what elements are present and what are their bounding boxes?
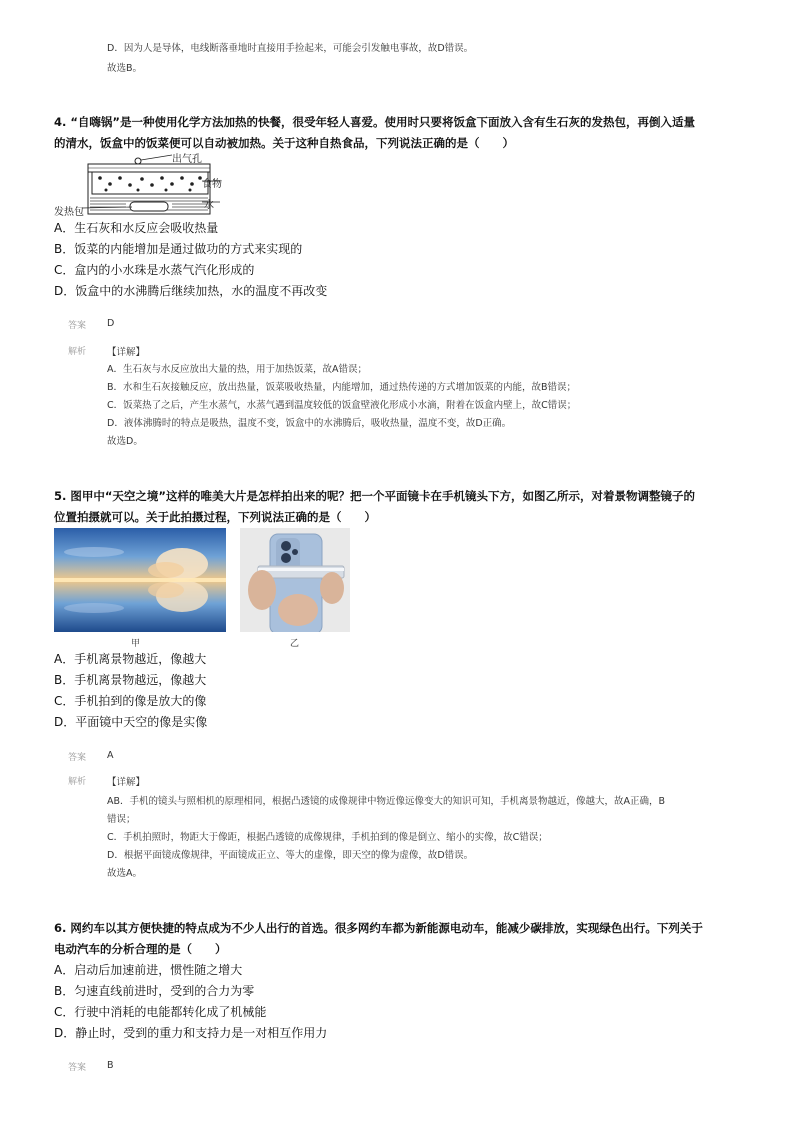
q6-option-c: C．行驶中消耗的电能都转化成了机械能 xyxy=(54,1005,267,1019)
q5-analysis-line: AB．手机的镜头与照相机的原理相同，根据凸透镜的成像规律中物近像远像变大的知识可知，手机离景物越近，像越大，故A正确，B xyxy=(107,796,666,807)
q4-analysis-head: 【详解】 xyxy=(107,347,146,358)
label-vent: 出气孔 xyxy=(172,154,202,165)
q5-option-b: B．手机离景物越远，像越大 xyxy=(54,673,207,687)
q4-analysis-line: B．水和生石灰接触反应，放出热量，饭菜吸收热量，内能增加，通过热传递的方式增加饭菜的内能，故B错误； xyxy=(107,382,577,393)
label-heat-pack: 发热包 xyxy=(54,207,84,218)
q5-option-c: C．手机拍到的像是放大的像 xyxy=(54,694,207,708)
q4-analysis-line: 故选D。 xyxy=(107,436,143,447)
sky-mirror-photo xyxy=(54,528,226,632)
q4-option-a: A．生石灰和水反应会吸收热量 xyxy=(54,221,219,235)
q5-analysis-line: 故选A。 xyxy=(107,868,142,879)
q5-analysis-head: 【详解】 xyxy=(107,777,146,788)
q6-stem-line1: 6. 网约车以其方便快捷的特点成为不少人出行的首选。很多网约车都为新能源电动车，能减少碳排放，实现绿色出行。下列关于 xyxy=(54,921,703,935)
q5-answer: A xyxy=(107,750,114,761)
q4-option-c: C．盒内的小水珠是水蒸气汽化形成的 xyxy=(54,263,255,277)
q5-option-a: A．手机离景物越近，像越大 xyxy=(54,652,207,666)
q5-analysis-line: D．根据平面镜成像规律，平面镜成正立、等大的虚像，即天空的像为虚像，故D错误。 xyxy=(107,850,474,861)
phone-mirror-photo xyxy=(240,528,350,632)
label-water: 水 xyxy=(204,200,214,211)
q5-stem-line1: 5. 图甲中“天空之境”这样的唯美大片是怎样拍出来的呢？把一个平面镜卡在手机镜头下方，如图乙所示，对着景物调整镜子的 xyxy=(54,489,695,503)
q4-option-d: D．饭盒中的水沸腾后继续加热，水的温度不再改变 xyxy=(54,284,328,298)
q5-analysis-tag: 解析 xyxy=(68,777,87,787)
q5-option-d: D．平面镜中天空的像是实像 xyxy=(54,715,208,729)
q5-analysis-line: C．手机拍照时，物距大于像距，根据凸透镜的成像规律，手机拍到的像是倒立、缩小的实像，故C错误； xyxy=(107,832,548,843)
q5-stem-line2: 位置拍摄就可以。关于此拍摄过程，下列说法正确的是（ ） xyxy=(54,510,376,524)
label-food: 食物 xyxy=(202,179,222,190)
q6-option-a: A．启动后加速前进，惯性随之增大 xyxy=(54,963,243,977)
q5-answer-tag: 答案 xyxy=(68,753,87,763)
vent-hole xyxy=(135,158,141,164)
q6-option-d: D．静止时，受到的重力和支持力是一对相互作用力 xyxy=(54,1026,328,1040)
q4-analysis-line: D．液体沸腾时的特点是吸热，温度不变，饭盒中的水沸腾后，吸收热量，温度不变，故D正确。 xyxy=(107,418,512,429)
q4-analysis-tag: 解析 xyxy=(68,347,87,357)
prev-analysis-line-d: D．因为人是导体，电线断落垂地时直接用手捡起来，可能会引发触电事故，故D错误。 xyxy=(107,43,474,54)
q6-answer-tag: 答案 xyxy=(68,1063,87,1073)
q4-analysis-line: C．饭菜热了之后，产生水蒸气，水蒸气遇到温度较低的饭盒壁液化形成小水滴，附着在饭盒内壁上，故C错误； xyxy=(107,400,577,411)
heat-pack xyxy=(130,202,168,211)
q5-analysis-line: 错误； xyxy=(107,814,136,825)
fig-b-caption: 乙 xyxy=(290,639,300,649)
q4-analysis-line: A．生石灰与水反应放出大量的热，用于加热饭菜，故A错误； xyxy=(107,364,367,375)
prev-conclusion: 故选B。 xyxy=(107,63,143,74)
q6-answer: B xyxy=(107,1060,114,1071)
q6-option-b: B．匀速直线前进时，受到的合力为零 xyxy=(54,984,255,998)
q4-stem-line1: 4. “自嗨锅”是一种使用化学方法加热的快餐，很受年轻人喜爱。使用时只要将饭盒下面放入含有生石灰的发热包，再倒入适量 xyxy=(54,115,695,129)
q4-option-b: B．饭菜的内能增加是通过做功的方式来实现的 xyxy=(54,242,303,256)
fig-a-caption: 甲 xyxy=(131,639,141,649)
q6-stem-line2: 电动汽车的分析合理的是（ ） xyxy=(54,942,227,956)
q4-stem-line2: 的清水，饭盒中的饭菜便可以自动被加热。关于这种自热食品，下列说法正确的是（ ） xyxy=(54,136,514,150)
q4-answer: D xyxy=(107,318,115,329)
q4-answer-tag: 答案 xyxy=(68,321,87,331)
